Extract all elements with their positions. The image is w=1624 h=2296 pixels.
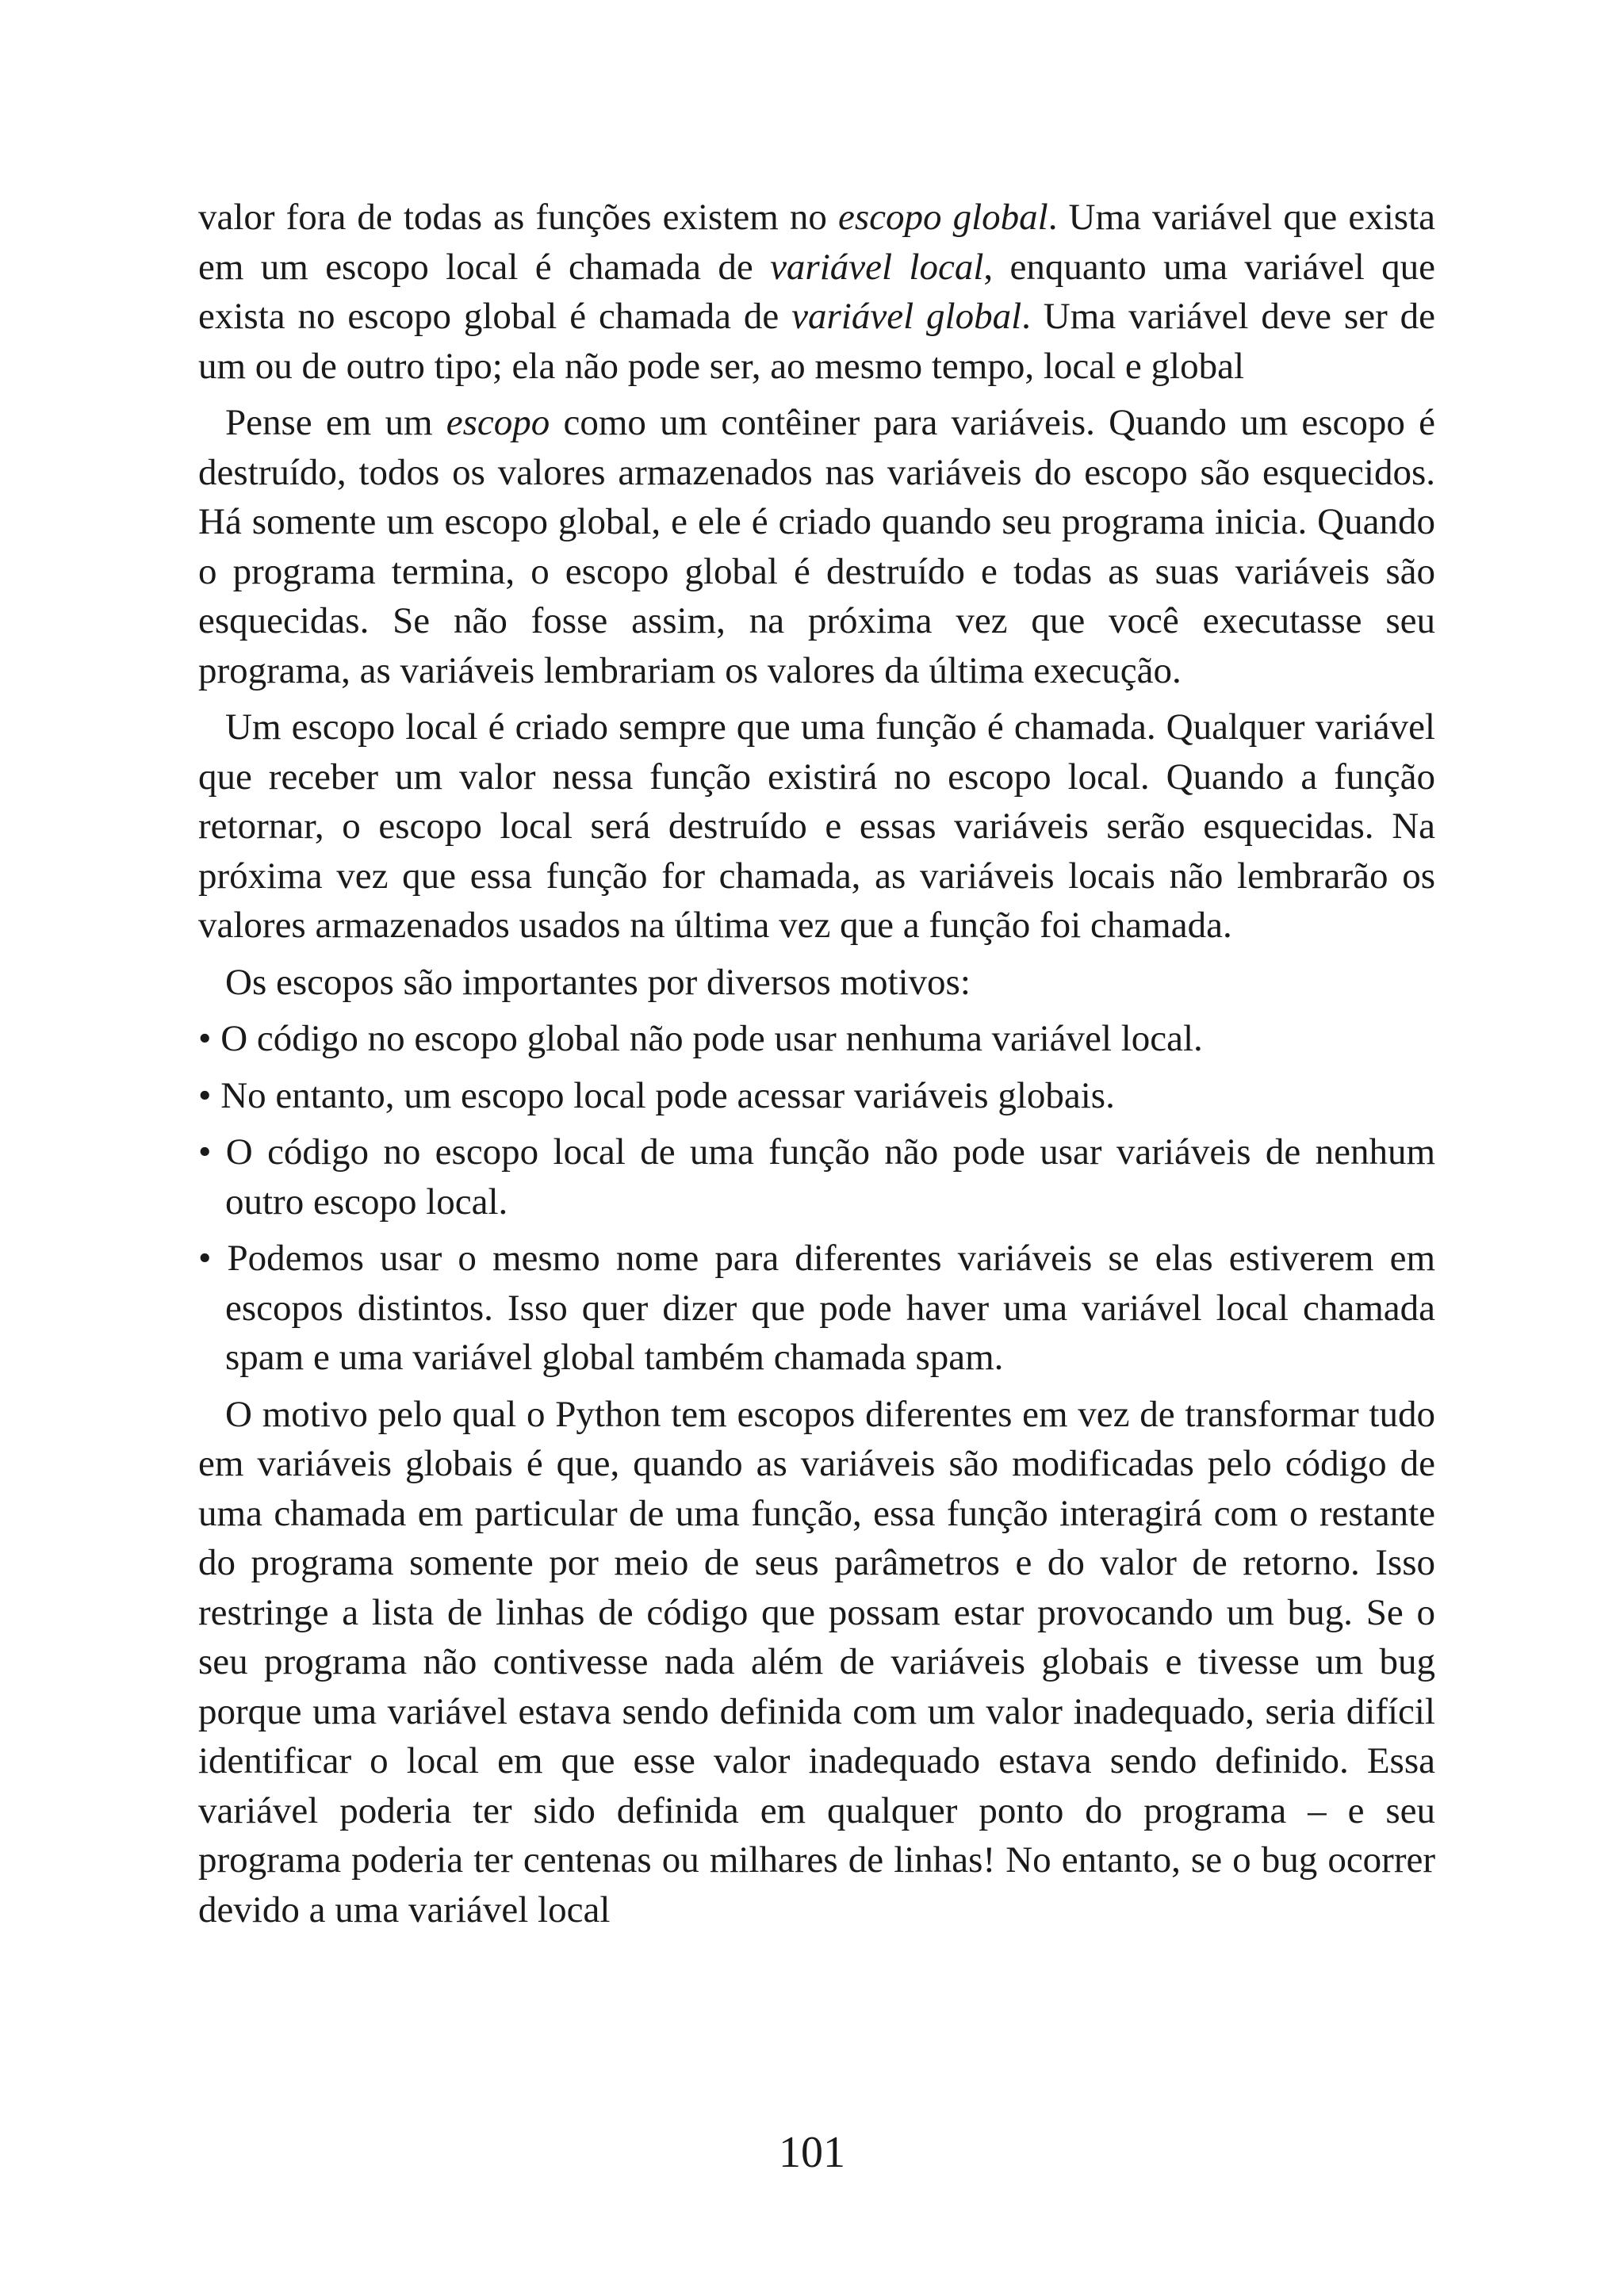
paragraph-scope-reasons-intro: Os escopos são importantes por diversos motivos: [225, 961, 971, 1003]
text-run: . Uma variável que exista em um escopo local é chamada de [198, 197, 1435, 288]
text-run: Pense em um [225, 402, 446, 443]
list-item: • Podemos usar o mesmo nome para diferentes variáveis se elas estiverem em escopos distintos. Isso quer dizer que pode haver uma variável local chamada spam e uma variável global também chamada spam. [198, 1238, 1435, 1378]
page-number: 101 [779, 2128, 845, 2177]
italic-term-local-variable: variável local [770, 246, 984, 288]
list-item: • O código no escopo local de uma função não pode usar variáveis de nenhum outro escopo local. [198, 1131, 1435, 1223]
text-run: . Uma variável deve ser de um ou de outro tipo; ela não pode ser, ao mesmo tempo, local e global [198, 296, 1435, 387]
paragraph-scope-definitions [198, 193, 1435, 391]
paragraph-python-scopes-reason: O motivo pelo qual o Python tem escopos diferentes em vez de transformar tudo em variáveis globais é que, quando as variáveis são modificadas pelo código de uma chamada em particular de uma função, essa função interagirá com o restante do programa somente por meio de seus parâmetros e do valor de retorno. Isso restringe a lista de linhas de código que possam estar provocando um bug. Se o seu programa não contivesse nada além de variáveis globais e tivesse um bug porque uma variável estava sendo definida com um valor inadequado, seria difícil identificar o local em que esse valor inadequado estava sendo definido. Essa variável poderia ter sido definida em qualquer ponto do programa – e seu programa poderia ter centenas ou milhares de linhas! No entanto, se o bug ocorrer devido a uma variável local [198, 1393, 1435, 1931]
italic-term-global-scope: escopo global [837, 197, 1048, 238]
page-body [198, 193, 1435, 1942]
list-item: • O código no escopo global não pode usar nenhuma variável local. [198, 1018, 1203, 1059]
list-item: • No entanto, um escopo local pode acessar variáveis globais. [198, 1074, 1115, 1116]
italic-term-global-variable: variável global [791, 296, 1022, 337]
italic-term-scope: escopo [446, 402, 550, 443]
paragraph-local-scope: Um escopo local é criado sempre que uma função é chamada. Qualquer variável que receber um valor nessa função existirá no escopo local. Quando a função retornar, o escopo local será destruído e essas variáveis serão esquecidas. Na próxima vez que essa função for chamada, as variáveis locais não lembrarão os valores armazenados usados na última vez que a função foi chamada. [198, 706, 1435, 946]
text-run: valor fora de todas as funções existem no [198, 197, 838, 238]
paragraph-scope-container [198, 398, 1435, 695]
text-run: , enquanto uma variável que exista no escopo global é chamada de [198, 246, 1435, 337]
text-run: como um contêiner para variáveis. Quando um escopo é destruído, todos os valores armazenados nas variáveis do escopo são esquecidos. Há somente um escopo global, e ele é criado quando seu programa inicia. Quando o programa termina, o escopo global é destruído e todas as suas variáveis são esquecidas. Se não fosse assim, na próxima vez que você executasse seu programa, as variáveis lembrariam os valores da última execução. [198, 402, 1435, 691]
